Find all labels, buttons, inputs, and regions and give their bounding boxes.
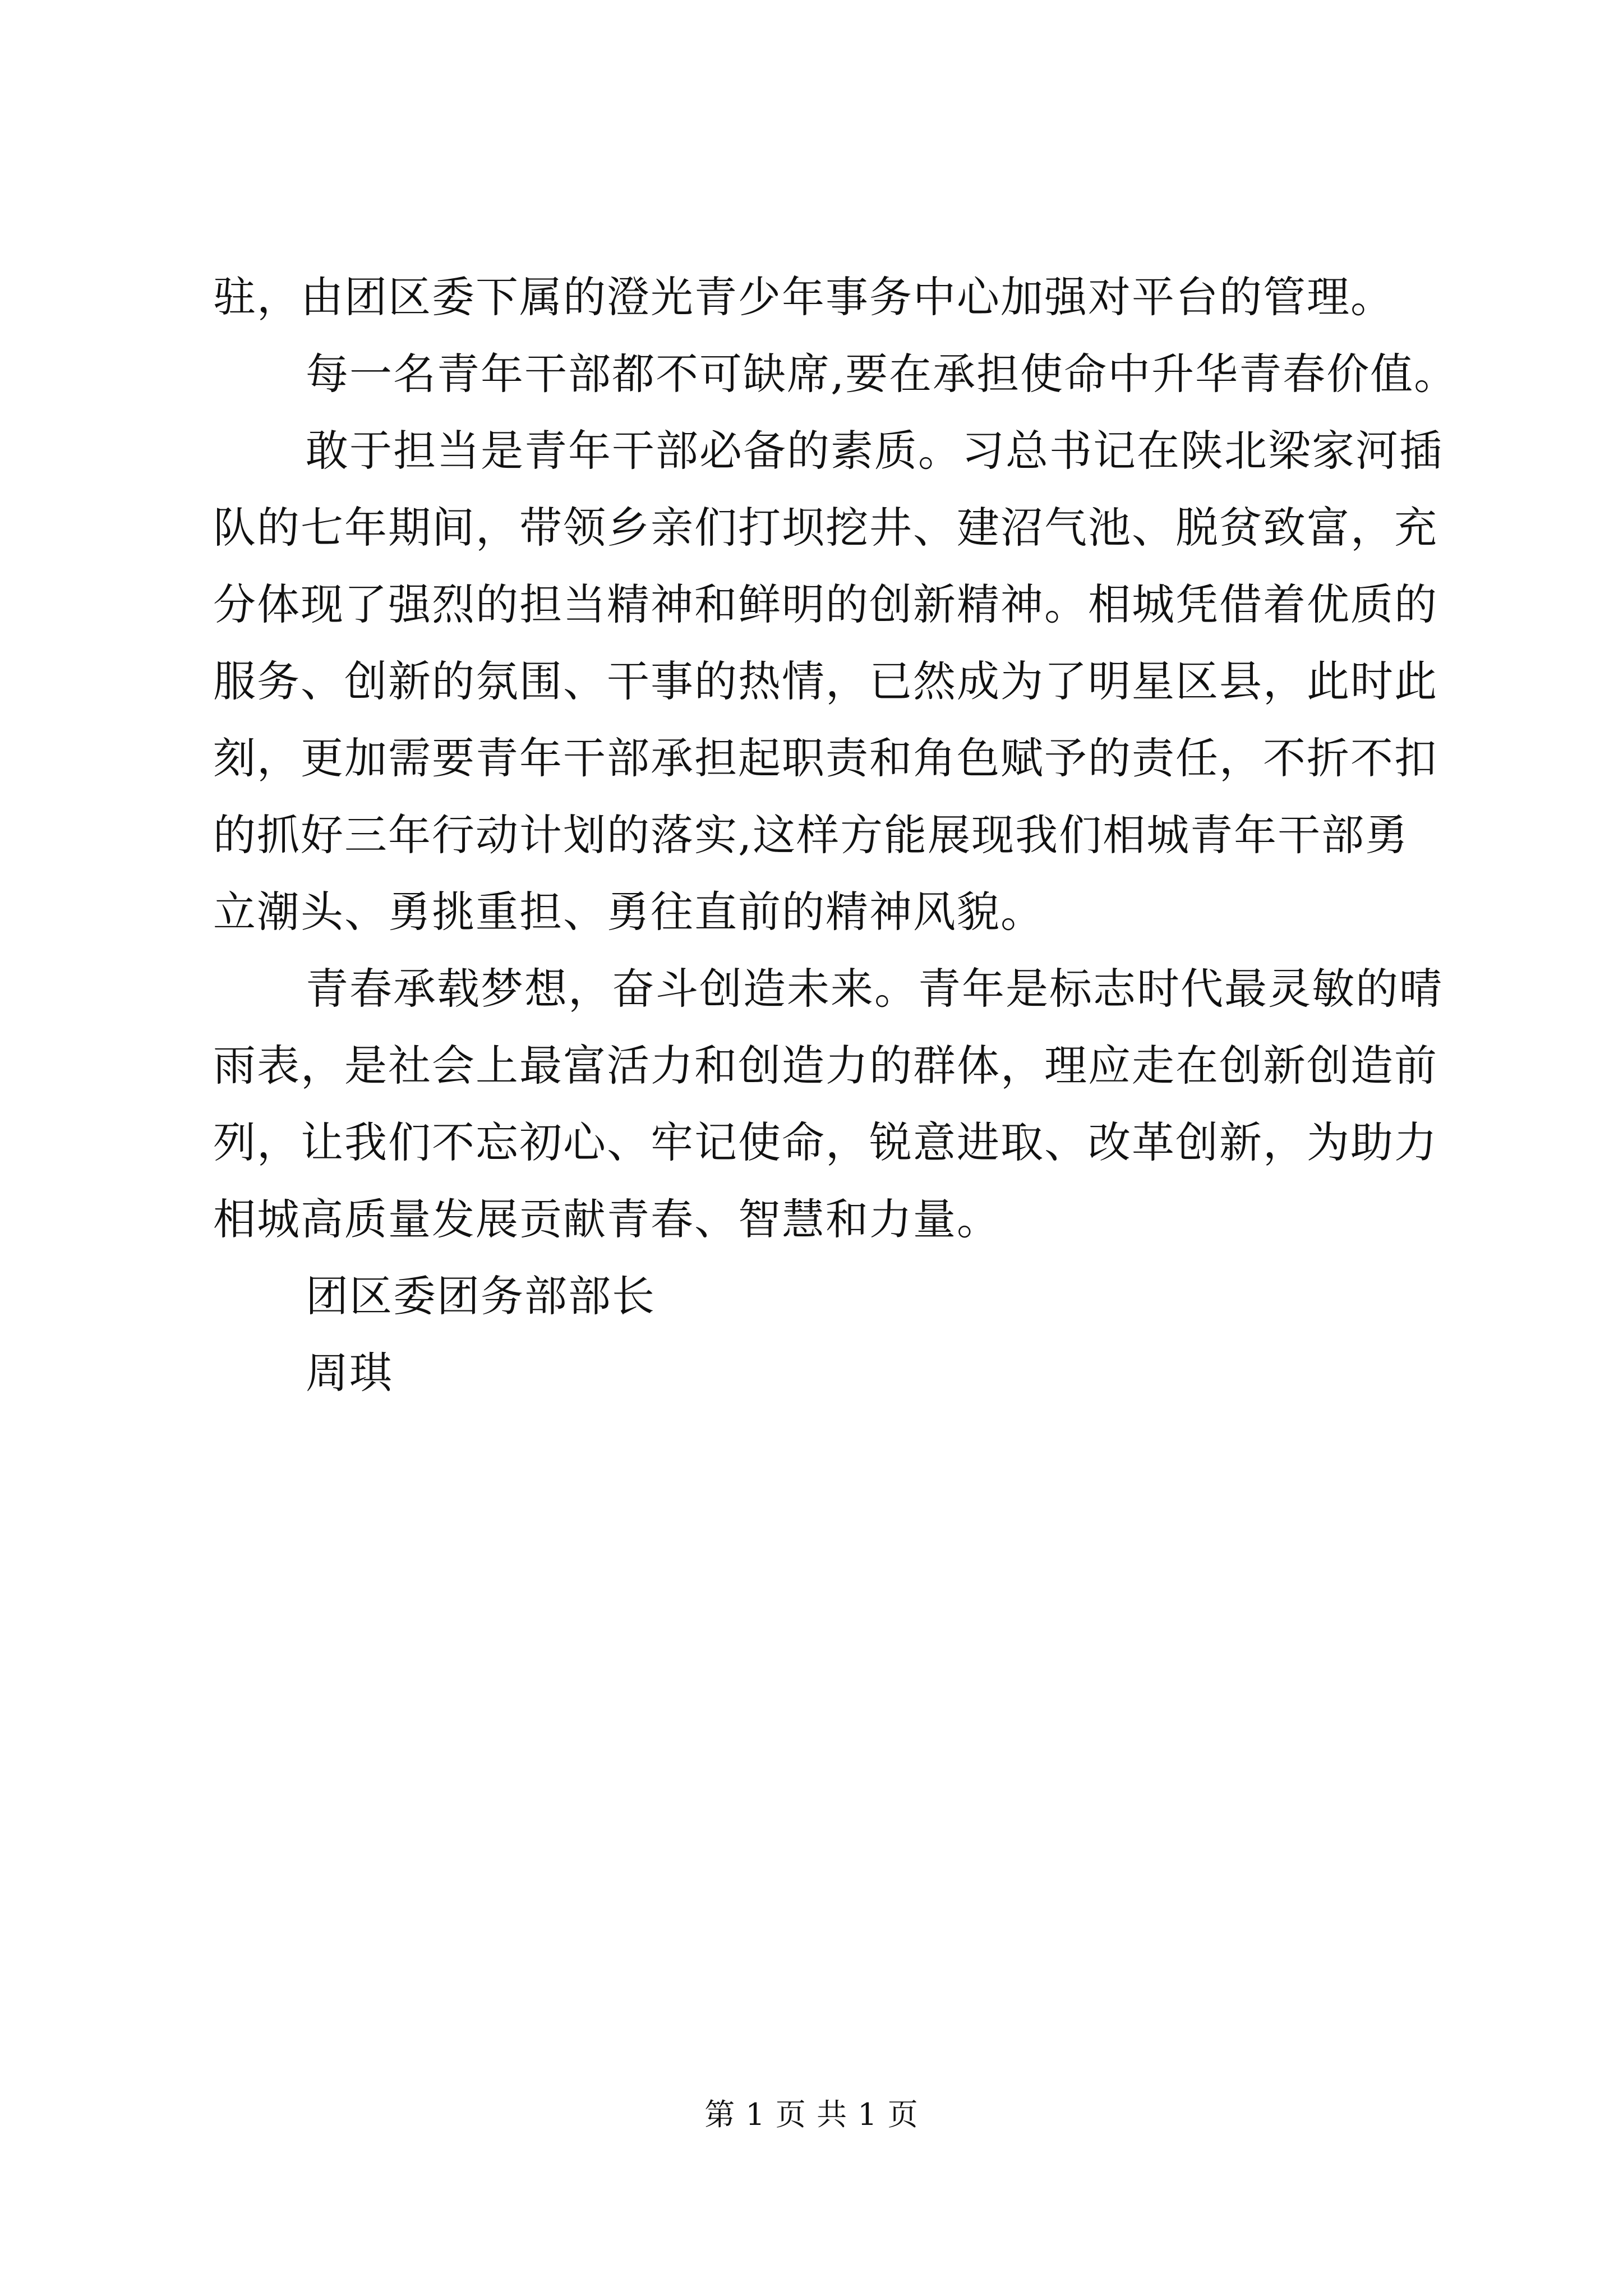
paragraph-line: 服务、创新的氛围、干事的热情，已然成为了明星区县，此时此 — [213, 656, 1438, 706]
page-number-footer: 第 1 页 共 1 页 — [704, 2097, 919, 2132]
paragraph-line: 刻，更加需要青年干部承担起职责和角色赋予的责任，不折不扣 — [213, 733, 1438, 783]
paragraph-line: 每一名青年干部都不可缺席,要在承担使命中升华青春价值。 — [306, 349, 1458, 399]
paragraph-line: 队的七年期间，带领乡亲们打坝挖井、建沼气池、脱贫致富，充 — [213, 503, 1438, 553]
paragraph-line: 立潮头、勇挑重担、勇往直前的精神风貌。 — [213, 887, 1044, 937]
paragraph-line: 分体现了强烈的担当精神和鲜明的创新精神。相城凭借着优质的 — [213, 579, 1438, 629]
paragraph-line: 青春承载梦想，奋斗创造未来。青年是标志时代最灵敏的晴 — [306, 964, 1443, 1014]
paragraph-line: 雨表，是社会上最富活力和创造力的群体，理应走在创新创造前 — [213, 1041, 1438, 1091]
paragraph-line: 相城高质量发展贡献青春、智慧和力量。 — [213, 1194, 1000, 1244]
paragraph-line: 敢于担当是青年干部必备的素质。习总书记在陕北梁家河插 — [306, 426, 1443, 476]
signature-name: 周琪 — [306, 1348, 393, 1398]
paragraph-line: 驻，由团区委下属的澄光青少年事务中心加强对平台的管理。 — [213, 272, 1394, 322]
paragraph-line: 的抓好三年行动计划的落实,这样方能展现我们相城青年干部勇 — [213, 810, 1409, 860]
signature-title: 团区委团务部部长 — [306, 1271, 656, 1321]
paragraph-line: 列，让我们不忘初心、牢记使命，锐意进取、改革创新，为助力 — [213, 1117, 1438, 1167]
